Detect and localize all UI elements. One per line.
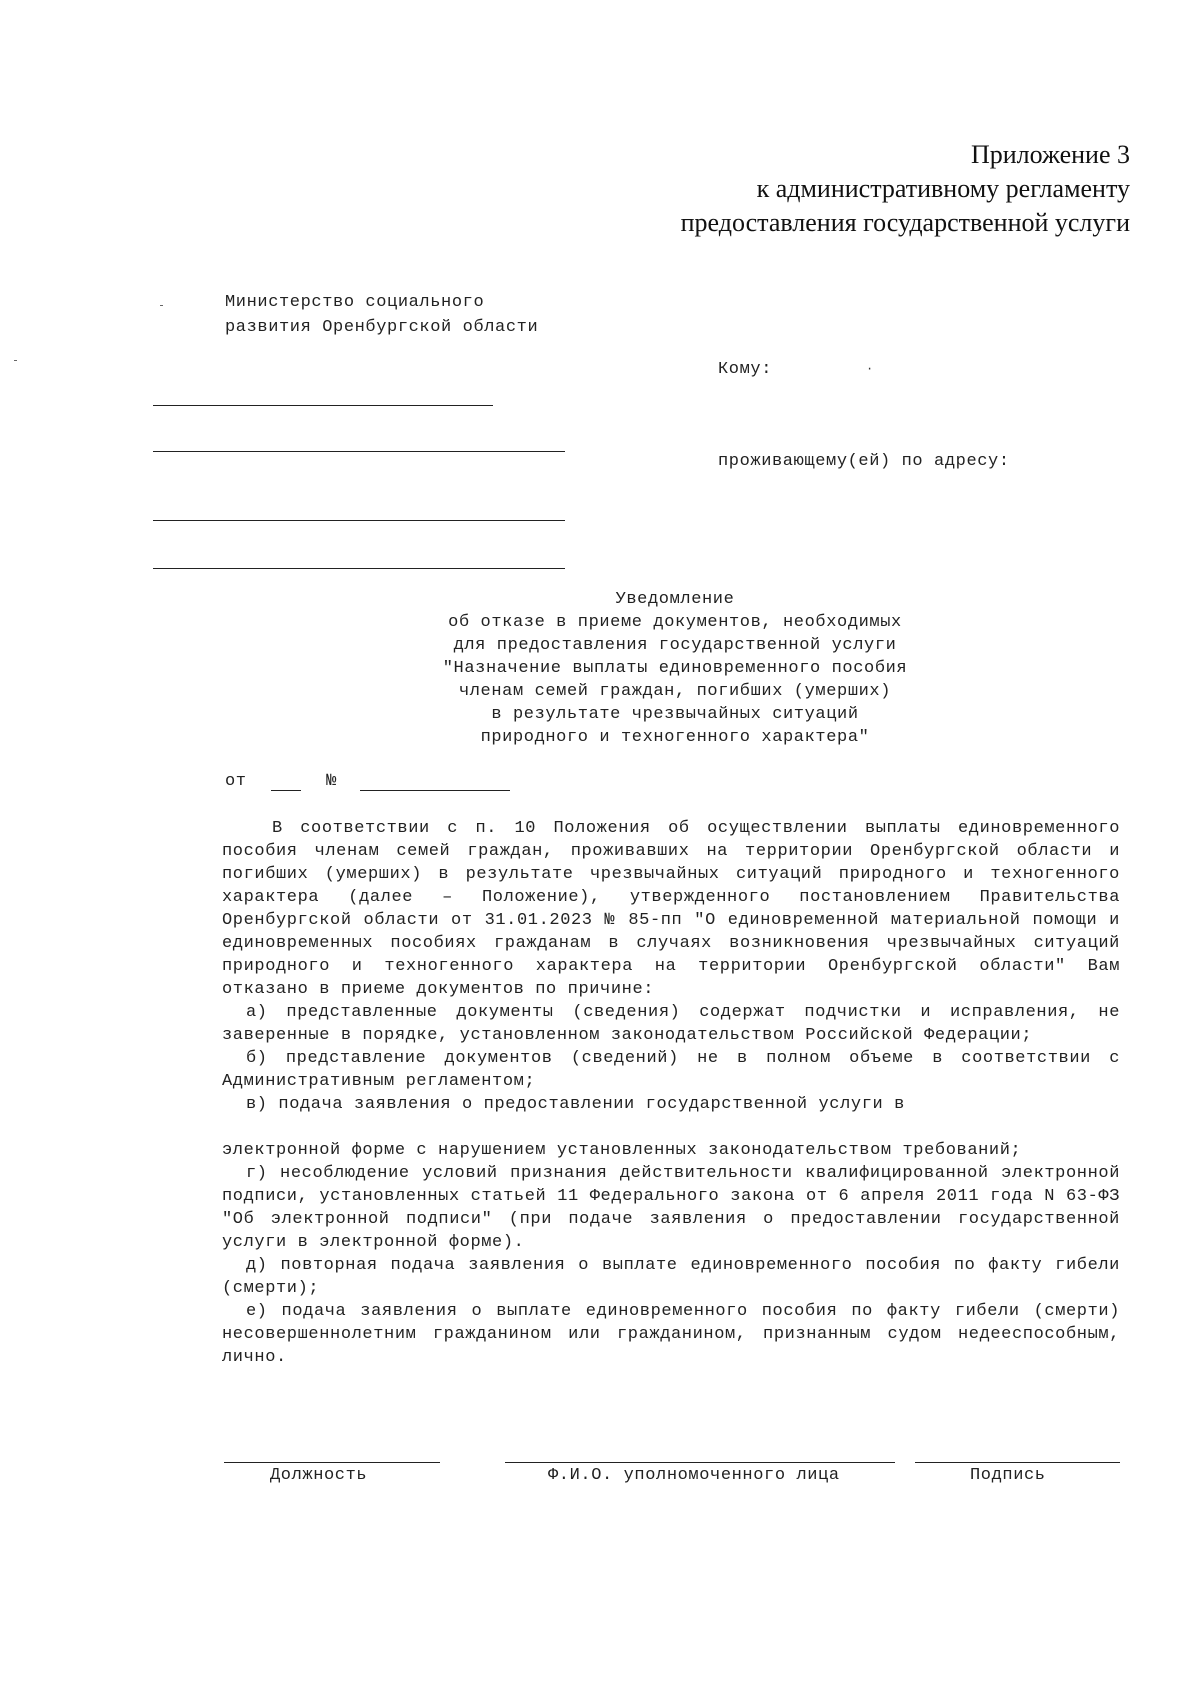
date-label: от	[225, 772, 247, 791]
appendix-header	[681, 138, 1130, 240]
notice-title-block	[350, 588, 1000, 749]
reason-item-e: е) подача заявления о выплате единовременного пособия по факту гибели (смерти) несовершеннолетним гражданином или гражданином, признанным судом недееспособным, лично.	[222, 1302, 1120, 1367]
ministry-line-1: Министерство социального	[225, 293, 485, 312]
appendix-title: Приложение 3	[970, 140, 1130, 169]
reason-item-a: а) представленные документы (сведения) содержат подчистки и исправления, не заверенные в порядке, установленном законодательством Российской Федерации;	[222, 1003, 1120, 1045]
date-number-line	[225, 772, 510, 791]
notice-subtitle-line: в результате чрезвычайных ситуаций	[491, 705, 859, 724]
scan-artifact	[14, 360, 17, 361]
date-blank	[271, 776, 301, 791]
recipient-address-label: проживающему(ей) по адресу:	[718, 452, 1010, 471]
scan-artifact	[160, 305, 163, 306]
notice-subtitle-line: об отказе в приеме документов, необходимых	[448, 613, 902, 632]
reason-item-g: г) несоблюдение условий признания действительности квалифицированной электронной подписи, установленных статьей 11 Федерального закона от 6 апреля 2011 года N 63-ФЗ "Об электронной подписи" (при подаче заявления о предоставлении государственной услуги в электронной форме).	[222, 1164, 1120, 1252]
name-line	[505, 1462, 895, 1463]
signature-label: Подпись	[970, 1466, 1046, 1485]
notice-subtitle-line: "Назначение выплаты единовременного пособия	[442, 659, 908, 678]
recipient-to-label: Кому:	[718, 360, 773, 379]
number-blank	[360, 776, 510, 791]
position-label: Должность	[270, 1466, 368, 1485]
body-intro: В соответствии с п. 10 Положения об осуществлении выплаты единовременного пособия членам семей граждан, проживавших на территории Оренбургской области и погибших (умерших) в результате чрезвычайных ситуаций природного и техногенного характера (далее – Положение), утвержденного постановлением Правительства Оренбургской области от 31.01.2023 № 85-пп "О единовременной материальной помощи и единовременных пособиях гражданам в случаях возникновения чрезвычайных ситуаций природного и техногенного характера на территории Оренбургской области" Вам отказано в приеме документов по причине:	[222, 819, 1120, 999]
appendix-subtitle-2: предоставления государственной услуги	[680, 208, 1130, 237]
scan-dot: ·	[866, 362, 874, 376]
sender-blank-line-2	[153, 451, 565, 452]
sender-blank-line-4	[153, 568, 565, 569]
reason-item-b: б) представление документов (сведений) не в полном объеме в соответствии с Административным регламентом;	[222, 1049, 1120, 1091]
notice-body	[222, 817, 1120, 1369]
paragraph-gap	[222, 1116, 1120, 1139]
notice-title: Уведомление	[615, 590, 735, 609]
number-label: №	[326, 772, 338, 791]
appendix-subtitle-1: к административному регламенту	[756, 174, 1130, 203]
position-line	[224, 1462, 440, 1463]
name-label: Ф.И.О. уполномоченного лица	[548, 1466, 840, 1485]
notice-subtitle-line: для предоставления государственной услуги	[453, 636, 897, 655]
ministry-line-2: развития Оренбургской области	[225, 318, 539, 337]
reason-item-d: д) повторная подача заявления о выплате единовременного пособия по факту гибели (смерти);	[222, 1256, 1120, 1298]
signature-line	[915, 1462, 1120, 1463]
notice-subtitle-line: членам семей граждан, погибших (умерших)	[458, 682, 892, 701]
sender-blank-line-1	[153, 405, 493, 406]
notice-subtitle-line: природного и техногенного характера"	[480, 728, 870, 747]
reason-item-v: в) подача заявления о предоставлении государственной услуги в	[246, 1095, 905, 1114]
reason-item-v-continued: электронной форме с нарушением установленных законодательством требований;	[222, 1141, 1022, 1160]
ministry-name	[225, 290, 538, 340]
sender-blank-line-3	[153, 520, 565, 521]
